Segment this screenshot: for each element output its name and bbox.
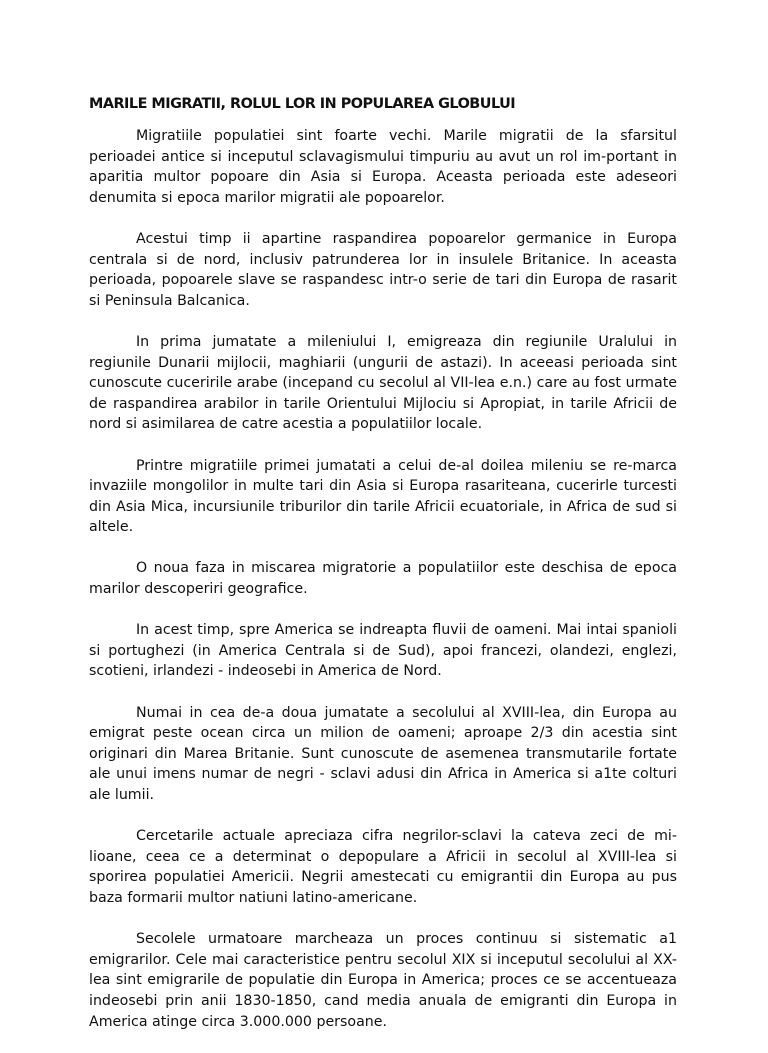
paragraph: Migratiile populatiei sint foarte vechi. Marile migratii de la sfarsitul perioadei antice si inceputul sclavagismului timpuriu au avut un rol im-portant in aparitia multor popoare din Asia si Europa. Aceasta perioada este adeseori denumita si epoca marilor migratii ale popoarelor. — [89, 128, 677, 206]
paragraph: In prima jumatate a mileniului I, emigreaza din regiunile Uralului in regiunile Dunarii mijlocii, maghiarii (ungurii de astazi). In aceeasi perioada sint cunoscute cuceririle arabe (incepand cu secolul al VII-lea e.n.) care au fost urmate de raspandirea arabilor in tarile Orientului Mijlociu si Apropiat, in tarile Africii de nord si asimilarea de catre acestia a populatiilor locale. — [89, 333, 677, 433]
paragraph: Printre migratiile primei jumatati a celui de-al doilea mileniu se re-marca invaziile mongolilor in multe tari din Asia si Europa rasariteana, cucerirle turcesti din Asia Mica, incursiunile triburilor din tarile Africii ecuatoriale, in Africa de sud si altele. — [89, 457, 677, 536]
document-title: MARILE MIGRATII, ROLUL LOR IN POPULAREA GLOBULUI — [89, 96, 516, 112]
paragraph: Cercetarile actuale apreciaza cifra negrilor-sclavi la cateva zeci de mi-lioane, ceea ce a determinat o depopulare a Africii in secolul al XVIII-lea si sporirea populatiei Americii. Negrii amestecati cu emigrantii din Europa au pus baza formarii multor natiuni latino-americane. — [89, 828, 677, 906]
paragraph: O noua faza in miscarea migratorie a populatiilor este deschisa de epoca marilor descoperiri geografice. — [89, 560, 677, 598]
paragraph: Numai in cea de-a doua jumatate a secolului al XVIII-lea, din Europa au emigrat peste ocean circa un milion de oameni; aproape 2/3 din acestia sint originari din Marea Britanie. Sunt cunoscute de asemenea transmutarile fortate ale unui imens numar de negri - sclavi adusi din Africa in America si a1te colturi ale lumii. — [89, 704, 677, 803]
paragraph: Secolele urmatoare marcheaza un proces continuu si sistematic a1 emigrarilor. Cele mai caracteristice pentru secolul XIX si inceputul secolului al XX-lea sint emigrarile de populatie din Europa in America; proces ce se accentueaza indeosebi prin anii 1830-1850, cand media anuala de emigranti din Europa in America atinge circa 3.000.000 persoane. — [89, 931, 677, 1030]
paragraph: Acestui timp ii apartine raspandirea popoarelor germanice in Europa centrala si de nord, inclusiv patrunderea lor in insulele Britanice. In aceasta perioada, popoarele slave se raspandesc intr-o serie de tari din Europa de rasarit si Peninsula Balcanica. — [89, 230, 677, 309]
paragraph: In acest timp, spre America se indreapta fluvii de oameni. Mai intai spanioli si portughezi (in America Centrala si de Sud), apoi francezi, olandezi, englezi, scotieni, irlandezi - indeosebi in America de Nord. — [89, 622, 677, 680]
document-body — [89, 94, 677, 1053]
